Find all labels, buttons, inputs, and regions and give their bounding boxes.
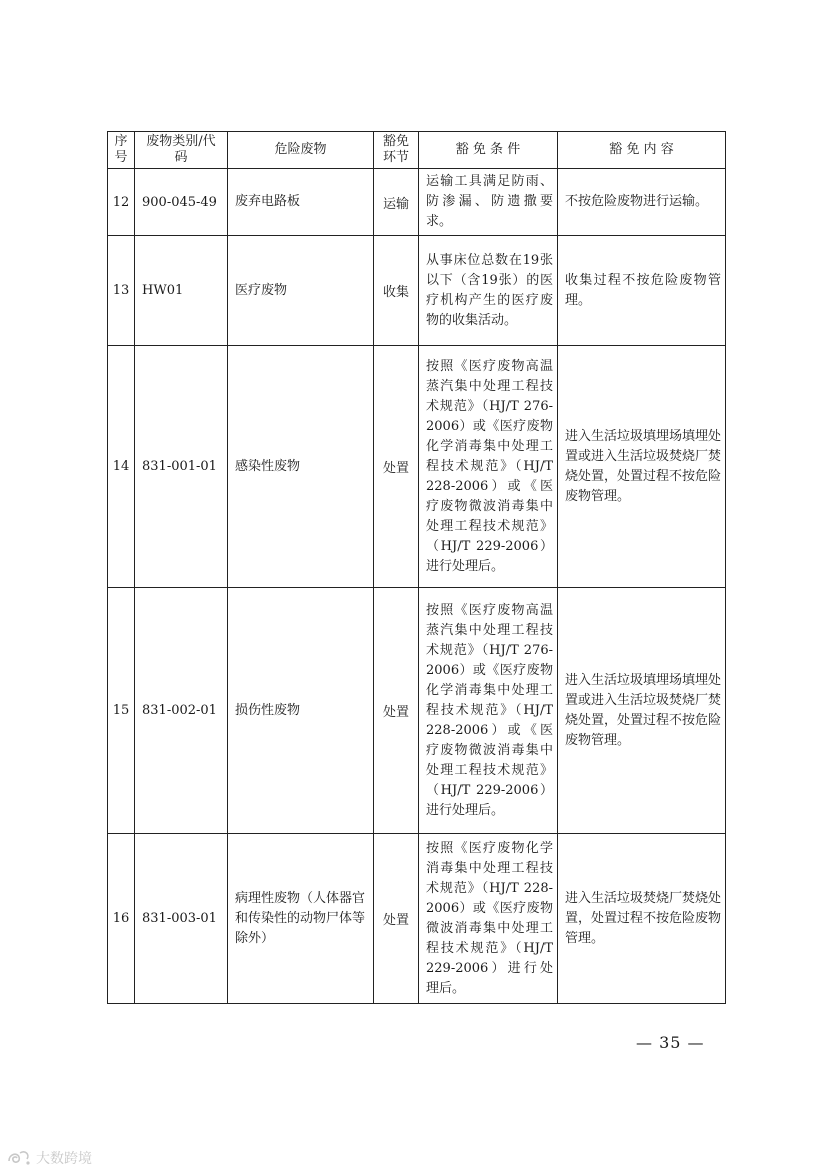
- header-content: 豁 免 内 容: [558, 132, 726, 169]
- header-waste: 危险废物: [228, 132, 374, 169]
- cell-stage: 收集: [374, 236, 419, 346]
- logo-swirl-icon: [6, 1149, 32, 1167]
- cell-no: 14: [108, 346, 135, 588]
- header-condition: 豁 免 条 件: [419, 132, 558, 169]
- cell-stage: 处置: [374, 834, 419, 1004]
- exemption-table: [107, 131, 726, 1004]
- cell-code: 831-001-01: [135, 346, 228, 588]
- cell-waste: 感染性废物: [228, 346, 374, 588]
- table-row: [108, 834, 726, 1004]
- table-row: [108, 169, 726, 236]
- cell-no: 15: [108, 588, 135, 834]
- cell-content: 进入生活垃圾填埋场填埋处置或进入生活垃圾焚烧厂焚烧处置，处置过程不按危险废物管理。: [558, 588, 726, 834]
- table-row: [108, 236, 726, 346]
- table-row: [108, 346, 726, 588]
- header-stage: 豁免环节: [374, 132, 419, 169]
- cell-code: 831-003-01: [135, 834, 228, 1004]
- cell-condition: 从事床位总数在19张以下（含19张）的医疗机构产生的医疗废物的收集活动。: [419, 236, 558, 346]
- cell-condition: 按照《医疗废物化学消毒集中处理工程技术规范》（HJ/T 228-2006）或《医疗废物微波消毒集中处理工程技术规范》（HJ/T 229-2006）进行处理后。: [419, 834, 558, 1004]
- watermark: [6, 1148, 92, 1168]
- cell-condition: 按照《医疗废物高温蒸汽集中处理工程技术规范》（HJ/T 276-2006）或《医疗废物化学消毒集中处理工程技术规范》（HJ/T 228-2006）或《医疗废物微波消毒集中处理工程技术规范》（HJ/T 229-2006）进行处理后。: [419, 588, 558, 834]
- cell-code: 831-002-01: [135, 588, 228, 834]
- table-row: [108, 588, 726, 834]
- cell-content: 收集过程不按危险废物管理。: [558, 236, 726, 346]
- table-header-row: [108, 132, 726, 169]
- cell-waste: 医疗废物: [228, 236, 374, 346]
- cell-no: 12: [108, 169, 135, 236]
- cell-content: 进入生活垃圾焚烧厂焚烧处置，处置过程不按危险废物管理。: [558, 834, 726, 1004]
- header-no: 序号: [108, 132, 135, 169]
- cell-content: 不按危险废物进行运输。: [558, 169, 726, 236]
- watermark-text: 大数跨境: [36, 1151, 92, 1167]
- cell-stage: 处置: [374, 588, 419, 834]
- cell-no: 13: [108, 236, 135, 346]
- cell-waste: 病理性废物（人体器官和传染性的动物尸体等除外）: [228, 834, 374, 1004]
- header-code: 废物类别/代码: [135, 132, 228, 169]
- cell-waste: 损伤性废物: [228, 588, 374, 834]
- cell-content: 进入生活垃圾填埋场填埋处置或进入生活垃圾焚烧厂焚烧处置，处置过程不按危险废物管理。: [558, 346, 726, 588]
- cell-code: 900-045-49: [135, 169, 228, 236]
- cell-stage: 运输: [374, 169, 419, 236]
- cell-code: HW01: [135, 236, 228, 346]
- cell-condition: 运输工具满足防雨、防渗漏、防遗撒要求。: [419, 169, 558, 236]
- cell-condition: 按照《医疗废物高温蒸汽集中处理工程技术规范》（HJ/T 276-2006）或《医疗废物化学消毒集中处理工程技术规范》（HJ/T 228-2006）或《医疗废物微波消毒集中处理工程技术规范》（HJ/T 229-2006）进行处理后。: [419, 346, 558, 588]
- page-number: — 35 —: [636, 1033, 705, 1052]
- cell-waste: 废弃电路板: [228, 169, 374, 236]
- cell-no: 16: [108, 834, 135, 1004]
- cell-stage: 处置: [374, 346, 419, 588]
